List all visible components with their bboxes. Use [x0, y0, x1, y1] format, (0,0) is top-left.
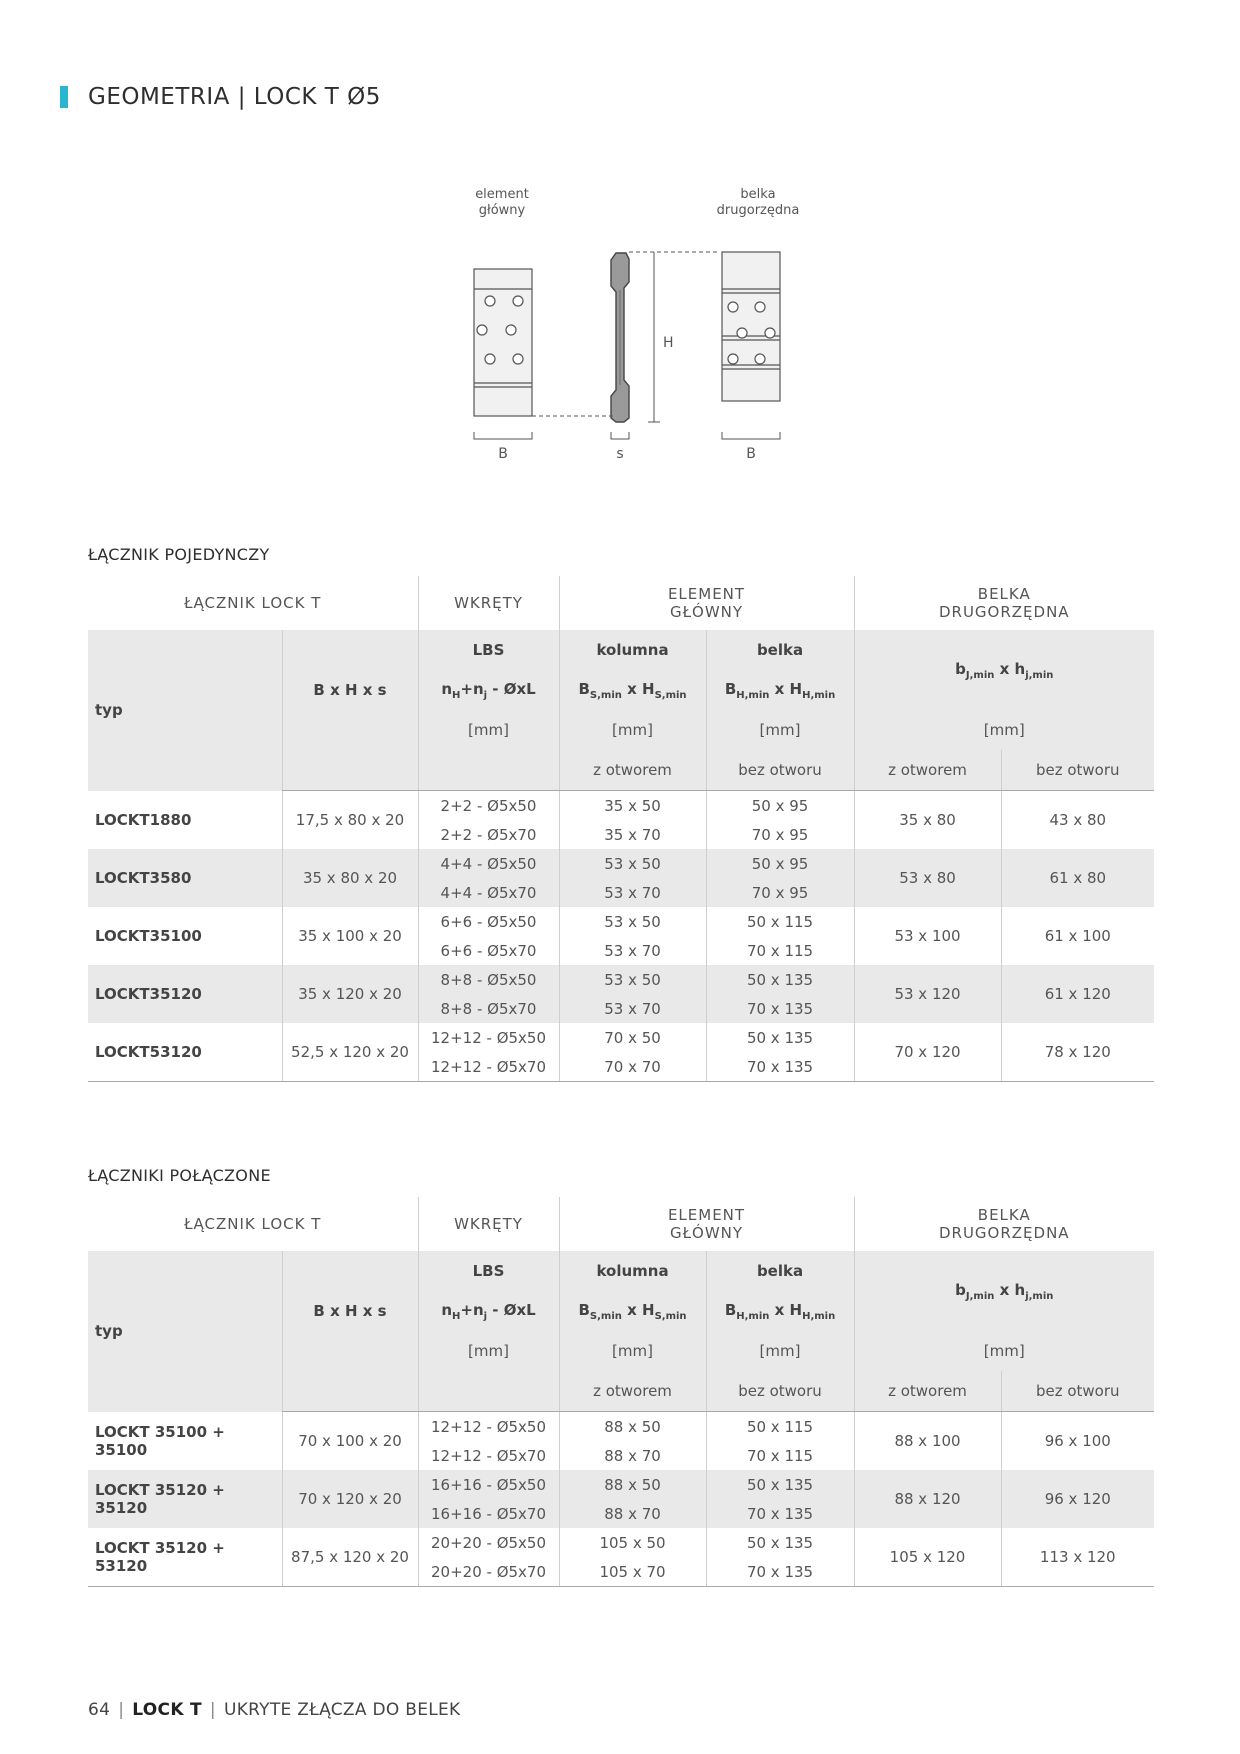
header-main-element-line1: ELEMENT	[667, 1206, 746, 1224]
cell-z-otworem: 53 x 120	[854, 965, 1001, 1023]
cell-belka: 70 x 135	[706, 1499, 854, 1528]
dimension-s-bracket	[611, 432, 629, 439]
header-mm-belka: [mm]	[706, 710, 854, 750]
dimension-b-left-bracket	[474, 432, 532, 439]
title-accent-bar	[60, 86, 68, 108]
single-connector-table	[88, 576, 1154, 1082]
single-table-body	[88, 791, 1154, 1082]
page-title: GEOMETRIA | LOCK T Ø5	[88, 84, 381, 110]
cell-bez-otworu: 61 x 80	[1001, 849, 1154, 907]
cell-belka: 50 x 95	[706, 849, 854, 878]
cell-type: LOCKT53120	[88, 1023, 282, 1082]
secondary-beam-plate	[722, 252, 780, 401]
table-group-header	[88, 1197, 1154, 1251]
cell-bez-otworu: 43 x 80	[1001, 791, 1154, 850]
table-row	[88, 1023, 1154, 1052]
cell-belka: 70 x 115	[706, 1441, 854, 1470]
cell-screws: 12+12 - Ø5x70	[418, 1441, 559, 1470]
header-screws: WKRĘTY	[418, 1197, 559, 1251]
cell-belka: 70 x 95	[706, 820, 854, 849]
cell-belka: 70 x 115	[706, 936, 854, 965]
cell-type: LOCKT3580	[88, 849, 282, 907]
cell-bez-otworu: 61 x 120	[1001, 965, 1154, 1023]
header-mm-belka: [mm]	[706, 1331, 854, 1371]
cell-screws: 8+8 - Ø5x50	[418, 965, 559, 994]
cell-screws: 12+12 - Ø5x50	[418, 1023, 559, 1052]
header-typ: typ	[88, 1251, 282, 1412]
table-row	[88, 1412, 1154, 1442]
cell-belka: 50 x 135	[706, 1023, 854, 1052]
cell-type: LOCKT1880	[95, 810, 192, 829]
header-bez-otworu-secondary: bez otworu	[1001, 750, 1154, 791]
header-bh-hh: $B_{H,min}$ x $H_{H,min}$	[706, 670, 854, 710]
cell-kolumna: 88 x 70	[559, 1441, 706, 1470]
cell-kolumna: 35 x 70	[559, 820, 706, 849]
table-row	[88, 849, 1154, 878]
cell-kolumna: 70 x 50	[559, 1023, 706, 1052]
table-row	[88, 1528, 1154, 1557]
header-kolumna: kolumna	[559, 1251, 706, 1291]
cell-screws: 2+2 - Ø5x70	[418, 820, 559, 849]
cell-type: LOCKT35100	[95, 927, 202, 945]
table-row	[88, 907, 1154, 936]
header-bhs: B x H x s	[282, 1251, 418, 1371]
header-mm-screws: [mm]	[418, 710, 559, 750]
dimension-b-right-bracket	[722, 432, 780, 439]
cell-z-otworem: 105 x 120	[854, 1528, 1001, 1587]
header-secondary-beam	[854, 576, 1154, 630]
cell-screws: 20+20 - Ø5x70	[418, 1557, 559, 1587]
cell-z-otworem: 35 x 80	[854, 791, 1001, 850]
cell-bez-otworu: 96 x 100	[1001, 1412, 1154, 1471]
footer-subtitle: UKRYTE ZŁĄCZA DO BELEK	[223, 1700, 461, 1720]
header-empty-1	[282, 750, 418, 791]
cell-belka: 70 x 135	[706, 1052, 854, 1082]
cell-kolumna: 53 x 50	[559, 849, 706, 878]
table-group-header	[88, 576, 1154, 630]
cell-belka: 50 x 135	[706, 1528, 854, 1557]
header-main-element-line2: GŁÓWNY	[669, 1224, 744, 1242]
header-z-otworem-secondary: z otworem	[854, 1371, 1001, 1412]
table-row	[88, 791, 1154, 821]
header-secondary-beam-line2: DRUGORZĘDNA	[938, 1224, 1070, 1242]
section-title-combined: ŁĄCZNIKI POŁĄCZONE	[88, 1166, 271, 1185]
header-bez-otworu-secondary: bez otworu	[1001, 1371, 1154, 1412]
cell-z-otworem: 53 x 80	[854, 849, 1001, 907]
cell-kolumna: 105 x 70	[559, 1557, 706, 1587]
header-bh-hh: $B_{H,min}$ x $H_{H,min}$	[706, 1291, 854, 1331]
header-mm-kolumna: [mm]	[559, 710, 706, 750]
header-empty-2	[418, 1371, 559, 1412]
header-typ: typ	[88, 630, 282, 791]
header-main-element-line1: ELEMENT	[667, 585, 746, 603]
geometry-diagram	[430, 180, 850, 480]
cell-bez-otworu: 61 x 100	[1001, 907, 1154, 965]
footer-separator-1: |	[118, 1700, 125, 1720]
cell-kolumna: 88 x 50	[559, 1412, 706, 1442]
header-nh-nj: $n_H+n_j$ - ØxL	[418, 1291, 559, 1331]
header-bhs: B x H x s	[282, 630, 418, 750]
label-main-element-2: główny	[478, 203, 526, 218]
header-belka: belka	[706, 1251, 854, 1291]
cell-bhs: 35 x 80 x 20	[282, 849, 418, 907]
header-nh-nj: $n_H+n_j$ - ØxL	[418, 670, 559, 710]
cell-screws: 12+12 - Ø5x70	[418, 1052, 559, 1082]
combined-connector-table	[88, 1197, 1154, 1587]
cell-belka: 70 x 135	[706, 1557, 854, 1587]
cell-belka: 50 x 135	[706, 965, 854, 994]
cell-belka: 70 x 135	[706, 994, 854, 1023]
cell-screws: 12+12 - Ø5x50	[418, 1412, 559, 1442]
cell-kolumna: 53 x 50	[559, 965, 706, 994]
cell-kolumna: 53 x 50	[559, 907, 706, 936]
cell-z-otworem: 70 x 120	[854, 1023, 1001, 1082]
footer-product: LOCK T	[132, 1700, 202, 1720]
cell-bhs: 52,5 x 120 x 20	[282, 1023, 418, 1082]
header-connector: ŁĄCZNIK LOCK T	[88, 576, 418, 630]
cell-screws: 6+6 - Ø5x50	[418, 907, 559, 936]
header-kolumna: kolumna	[559, 630, 706, 670]
geometry-drawing	[430, 180, 850, 480]
cell-z-otworem: 53 x 100	[854, 907, 1001, 965]
main-element-plate	[474, 269, 532, 416]
cell-bhs: 17,5 x 80 x 20	[282, 791, 418, 850]
header-main-element	[559, 1197, 854, 1251]
cell-type: LOCKT35120	[88, 965, 282, 1023]
cell-kolumna: 88 x 50	[559, 1470, 706, 1499]
header-secondary-beam	[854, 1197, 1154, 1251]
table-row	[88, 965, 1154, 994]
cell-screws: 4+4 - Ø5x50	[418, 849, 559, 878]
cell-bez-otworu: 78 x 120	[1001, 1023, 1154, 1082]
page-header	[60, 84, 381, 110]
cell-belka: 70 x 95	[706, 878, 854, 907]
cell-bhs: 70 x 100 x 20	[282, 1412, 418, 1471]
header-bs-hs: $B_{S,min}$ x $H_{S,min}$	[559, 670, 706, 710]
header-lbs: LBS	[418, 630, 559, 670]
cell-z-otworem: 88 x 120	[854, 1470, 1001, 1528]
table-row	[88, 1470, 1154, 1499]
cell-kolumna: 53 x 70	[559, 936, 706, 965]
cell-kolumna: 88 x 70	[559, 1499, 706, 1528]
header-secondary-beam-line1: BELKA	[977, 1206, 1031, 1224]
cell-screws: 16+16 - Ø5x50	[418, 1470, 559, 1499]
cell-kolumna: 53 x 70	[559, 994, 706, 1023]
header-bj-hj: $b_{J,min}$ x $h_{j,min}$	[854, 630, 1154, 710]
cell-belka: 50 x 95	[706, 791, 854, 821]
header-mm-screws: [mm]	[418, 1331, 559, 1371]
header-empty-1	[282, 1371, 418, 1412]
header-z-otworem-secondary: z otworem	[854, 750, 1001, 791]
label-main-element-1: element	[475, 187, 529, 202]
header-row-1	[88, 1251, 1154, 1291]
cell-kolumna: 35 x 50	[559, 791, 706, 821]
dimension-s-label: s	[616, 446, 624, 462]
header-mm-kolumna: [mm]	[559, 1331, 706, 1371]
header-main-element-line2: GŁÓWNY	[669, 603, 744, 621]
header-empty-2	[418, 750, 559, 791]
cell-belka: 50 x 135	[706, 1470, 854, 1499]
cell-kolumna: 105 x 50	[559, 1528, 706, 1557]
cell-bhs: 35 x 100 x 20	[282, 907, 418, 965]
cell-bez-otworu: 96 x 120	[1001, 1470, 1154, 1528]
cell-bhs: 35 x 120 x 20	[282, 965, 418, 1023]
header-secondary-beam-line1: BELKA	[977, 585, 1031, 603]
dimension-h-label: H	[663, 335, 674, 351]
header-connector: ŁĄCZNIK LOCK T	[88, 1197, 418, 1251]
header-lbs: LBS	[418, 1251, 559, 1291]
cell-screws: 2+2 - Ø5x50	[418, 791, 559, 821]
cell-screws: 20+20 - Ø5x50	[418, 1528, 559, 1557]
header-screws: WKRĘTY	[418, 576, 559, 630]
page-footer	[88, 1700, 461, 1720]
dimension-b-right-label: B	[746, 446, 756, 462]
header-bez-otworu-belka: bez otworu	[706, 1371, 854, 1412]
header-main-element	[559, 576, 854, 630]
footer-separator-2: |	[209, 1700, 216, 1720]
header-bez-otworu-belka: bez otworu	[706, 750, 854, 791]
cell-type: LOCKT 35120 + 35120	[88, 1470, 282, 1528]
cell-screws: 8+8 - Ø5x70	[418, 994, 559, 1023]
cell-type: LOCKT 35120 + 53120	[88, 1528, 282, 1587]
cell-kolumna: 53 x 70	[559, 878, 706, 907]
header-row-1	[88, 630, 1154, 670]
combined-table-body	[88, 1412, 1154, 1587]
page-number: 64	[88, 1700, 111, 1720]
cell-bhs: 70 x 120 x 20	[282, 1470, 418, 1528]
label-secondary-beam-1: belka	[740, 187, 776, 202]
cell-z-otworem: 88 x 100	[854, 1412, 1001, 1471]
cell-bez-otworu: 113 x 120	[1001, 1528, 1154, 1587]
header-mm-secondary: [mm]	[854, 1331, 1154, 1371]
cell-belka: 50 x 115	[706, 1412, 854, 1442]
cell-type: LOCKT 35100 + 35100	[95, 1422, 225, 1459]
dimension-b-left-label: B	[498, 446, 508, 462]
cell-belka: 50 x 115	[706, 907, 854, 936]
header-z-otworem-kolumna: z otworem	[559, 750, 706, 791]
cell-screws: 4+4 - Ø5x70	[418, 878, 559, 907]
connector-side-profile	[611, 253, 629, 422]
header-bs-hs: $B_{S,min}$ x $H_{S,min}$	[559, 1291, 706, 1331]
header-bj-hj: $b_{J,min}$ x $h_{j,min}$	[854, 1251, 1154, 1331]
cell-kolumna: 70 x 70	[559, 1052, 706, 1082]
header-belka: belka	[706, 630, 854, 670]
header-mm-secondary: [mm]	[854, 710, 1154, 750]
cell-screws: 16+16 - Ø5x70	[418, 1499, 559, 1528]
section-title-single: ŁĄCZNIK POJEDYNCZY	[88, 545, 270, 564]
header-secondary-beam-line2: DRUGORZĘDNA	[938, 603, 1070, 621]
cell-bhs: 87,5 x 120 x 20	[282, 1528, 418, 1587]
label-secondary-beam-2: drugorzędna	[716, 203, 800, 218]
cell-screws: 6+6 - Ø5x70	[418, 936, 559, 965]
header-z-otworem-kolumna: z otworem	[559, 1371, 706, 1412]
